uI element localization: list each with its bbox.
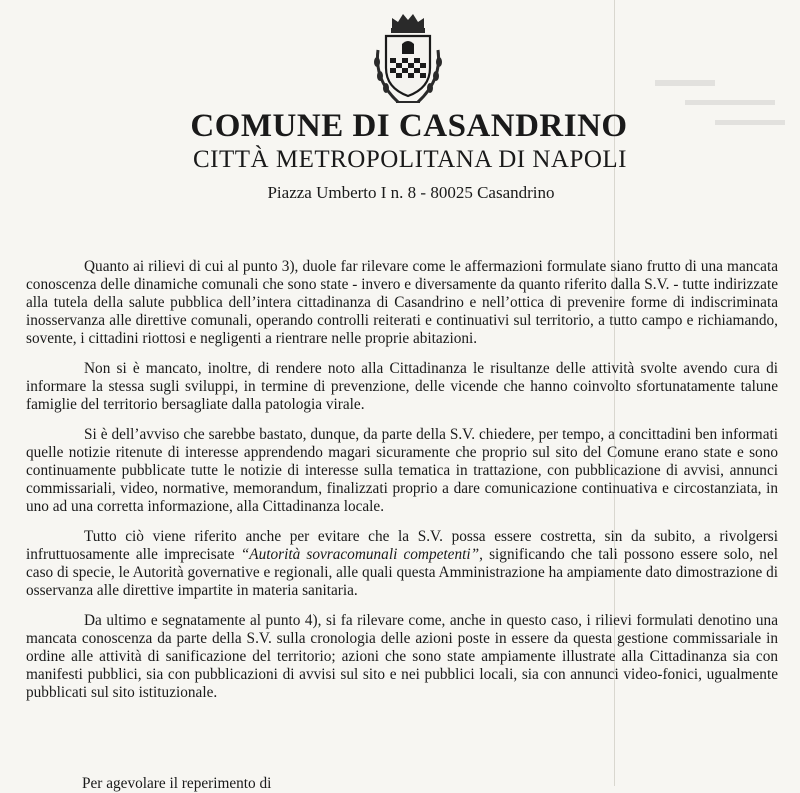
paragraph: Non si è mancato, inoltre, di rendere noto alla Cittadinanza le risultanze delle attività svolte avendo cura di informare la stessa sugli sviluppi, in termine di prevenzione, delle vicende che hanno coinvolto sfortunatamente talune famiglie del territorio bersagliate dalla patologia virale.	[26, 360, 778, 413]
paragraph-text: Tutto ciò viene riferito anche per evitare che la S.V. possa essere costretta, sin da subito, a rivolgersi infruttuosamente alle imprecisate	[26, 528, 778, 563]
letter-body	[26, 258, 778, 714]
paragraph: Quanto ai rilievi di cui al punto 3), duole far rilevare come le affermazioni formulate siano frutto di una mancata conoscenza delle dinamiche comunali che sono state - invero e diversamente da quanto riferito dalla S.V. - tutte indirizzate alla tutela della salute pubblica dell’intera cittadinanza di Casandrino e nell’ottica di prevenire forme di indiscriminata inosservanza alle direttive comunali, operando controlli reiterati e continuativi sul territorio, a tutto campo e richiamando, sovente, i cittadini riottosi e negligenti a rientrare nelle proprie abitazioni.	[26, 258, 778, 347]
truncated-line: Per agevolare il reperimento di	[82, 775, 272, 792]
paragraph: Si è dell’avviso che sarebbe bastato, dunque, da parte della S.V. chiedere, per tempo, a concittadini ben informati quelle notizie ritenute di interesse apprendendo magari sicuramente che proprio sul sito del Comune erano state e sono continuamente pubblicate tutte le notizie di interesse sulla tematica in trattazione, con pubblicazione di avvisi, annunci commissariali, video, normative, memorandum, finalizzati proprio a dare comunicazione continuativa e circostanziata, in uno ad una corretta informazione, alla Cittadinanza locale.	[26, 426, 778, 515]
paragraph	[26, 528, 778, 600]
municipal-crest-icon	[368, 10, 448, 110]
document-address: Piazza Umberto I n. 8 - 80025 Casandrino	[267, 183, 555, 202]
paragraph-text: , significando che tali possono essere solo, nel caso di specie, le Autorità governative e regionali, alle quali questa Amministrazione ha ampiamente dato dimostrazione di osservanza alle direttive impartite in materia sanitaria.	[26, 546, 778, 599]
quoted-phrase: “Autorità sovracomunali competenti”	[240, 546, 480, 563]
paragraph: Da ultimo e segnatamente al punto 4), si fa rilevare come, anche in questo caso, i rilievi formulati denotino una mancata conoscenza da parte della S.V. sulla cronologia delle azioni poste in essere da questa gestione commissariale in ordine alle attività di sanificazione del territorio; azioni che sono state ampiamente illustrate alla Cittadinanza sia con manifesti pubblici, sia con pubblicazioni di avvisi sul sito e nei pubblici locali, sia con annunci video-fonici, ugualmente pubblicati sul sito istituzionale.	[26, 612, 778, 701]
document-title: COMUNE DI CASANDRINO	[190, 108, 628, 144]
document-subtitle: CITTÀ METROPOLITANA DI NAPOLI	[193, 146, 627, 173]
